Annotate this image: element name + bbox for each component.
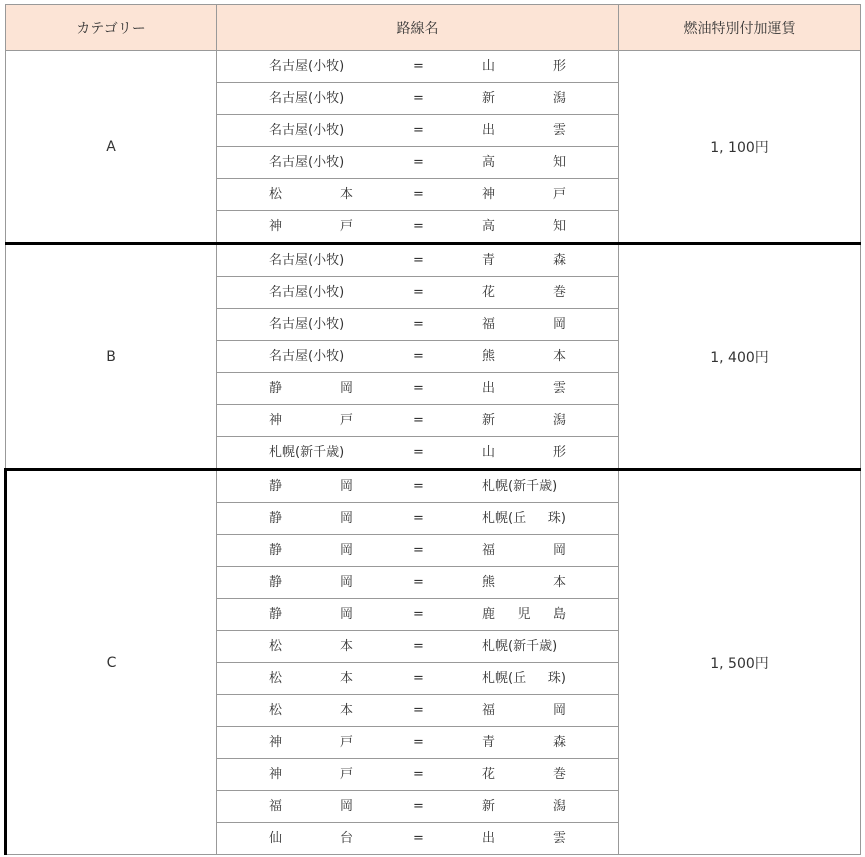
route-destination-text: 島 [552,607,566,622]
route-destination [482,567,566,598]
route-destination-text: 花 [482,767,496,782]
route-destination-text: 岡 [552,543,566,558]
route-origin [269,373,353,404]
fare-table-container [4,4,859,855]
category-group-b [6,244,861,470]
route-origin-text: 岡 [339,799,353,814]
route-cell [217,535,619,567]
route-separator: = [413,445,424,460]
category-group-a [6,51,861,244]
route-origin-text: 岡 [339,543,353,558]
route-origin [269,83,353,114]
route-origin-text: 静 [269,381,283,396]
route-destination [482,309,566,340]
route-destination [482,115,566,146]
route-origin [269,405,353,436]
route-destination [482,631,566,662]
route-destination-text: 福 [482,317,496,332]
route-origin [269,631,353,662]
route-origin [269,695,353,726]
route-separator: = [413,317,424,332]
route-cell [217,727,619,759]
route-destination [482,373,566,404]
route-origin-text: 岡 [339,607,353,622]
route-destination [482,437,566,468]
surcharge-cell: 1, 400円 [619,244,861,470]
route-separator: = [413,543,424,558]
table-row [6,51,861,83]
route-destination-text: 児 [517,607,531,622]
route-destination [482,51,566,82]
header-category: カテゴリー [6,5,217,51]
route-separator: = [413,671,424,686]
category-cell: B [6,244,217,470]
route-cell [217,373,619,405]
route-separator: = [413,413,424,428]
route-origin-text: 松 [269,187,283,202]
route-destination-text: 高 [482,155,496,170]
route-destination-text: 形 [552,59,566,74]
route-origin-text: 本 [339,671,353,686]
route-cell [217,211,619,244]
route-destination-text: 青 [482,253,496,268]
route-separator: = [413,219,424,234]
route-separator: = [413,381,424,396]
route-origin [269,663,353,694]
route-origin-text: 名古屋(小牧) [269,285,345,300]
route-origin-text: 名古屋(小牧) [269,253,345,268]
route-destination [482,599,566,630]
route-origin-text: 岡 [339,479,353,494]
header-surcharge: 燃油特別付加運賃 [619,5,861,51]
route-destination-text: 熊 [482,349,496,364]
route-origin [269,245,353,276]
route-separator: = [413,799,424,814]
route-origin [269,503,353,534]
route-destination-text: 雲 [552,123,566,138]
route-separator: = [413,479,424,494]
route-destination-text: 知 [552,219,566,234]
route-destination-text: 神 [482,187,496,202]
route-cell [217,503,619,535]
route-origin-text: 神 [269,767,283,782]
route-origin [269,727,353,758]
category-cell: A [6,51,217,244]
surcharge-cell: 1, 100円 [619,51,861,244]
route-cell [217,437,619,470]
route-destination-text: 新 [482,413,496,428]
route-separator: = [413,123,424,138]
route-origin-text: 台 [339,831,353,846]
route-destination [482,405,566,436]
route-origin-text: 本 [339,703,353,718]
route-destination-text: 札幌(新千歳) [482,639,558,654]
route-destination-text: 岡 [552,703,566,718]
route-destination-text: 森 [552,253,566,268]
route-destination [482,471,566,502]
route-origin-text: 静 [269,607,283,622]
route-destination-text: 潟 [552,413,566,428]
route-destination [482,211,566,242]
route-destination-text: 熊 [482,575,496,590]
route-origin-text: 神 [269,735,283,750]
route-destination-text: 本 [552,575,566,590]
route-origin-text: 福 [269,799,283,814]
route-destination [482,277,566,308]
route-separator: = [413,285,424,300]
route-destination-text: 出 [482,123,496,138]
route-destination-text: 新 [482,799,496,814]
route-separator: = [413,253,424,268]
route-destination [482,179,566,210]
route-destination-text: 本 [552,349,566,364]
route-separator: = [413,511,424,526]
route-origin-text: 名古屋(小牧) [269,59,345,74]
route-destination [482,695,566,726]
route-separator: = [413,155,424,170]
route-separator: = [413,349,424,364]
route-cell [217,791,619,823]
route-destination-text: 出 [482,381,496,396]
route-destination-text: 珠) [547,671,566,686]
route-destination [482,823,566,854]
route-destination-text: 福 [482,703,496,718]
route-origin-text: 本 [339,639,353,654]
route-separator: = [413,831,424,846]
route-separator: = [413,187,424,202]
route-origin [269,791,353,822]
route-origin-text: 松 [269,703,283,718]
route-destination-text: 福 [482,543,496,558]
surcharge-cell: 1, 500円 [619,470,861,855]
route-cell [217,823,619,855]
route-cell [217,83,619,115]
route-cell [217,470,619,503]
route-destination-text: 雲 [552,831,566,846]
route-destination [482,535,566,566]
route-destination-text: 潟 [552,799,566,814]
route-origin [269,147,353,178]
route-origin [269,179,353,210]
route-destination-text: 知 [552,155,566,170]
route-separator: = [413,735,424,750]
route-separator: = [413,575,424,590]
route-origin-text: 札幌(新千歳) [269,445,345,460]
route-destination-text: 巻 [552,767,566,782]
table-row [6,244,861,277]
route-origin [269,471,353,502]
route-separator: = [413,767,424,782]
route-destination [482,759,566,790]
route-destination-text: 鹿 [482,607,496,622]
route-origin-text: 静 [269,575,283,590]
route-origin-text: 仙 [269,831,283,846]
route-origin [269,823,353,854]
route-destination-text: 花 [482,285,496,300]
route-destination [482,503,566,534]
route-origin [269,535,353,566]
route-cell [217,631,619,663]
route-destination-text: 岡 [552,317,566,332]
route-origin-text: 松 [269,639,283,654]
route-origin-text: 松 [269,671,283,686]
route-cell [217,663,619,695]
route-cell [217,179,619,211]
route-origin [269,309,353,340]
route-destination-text: 形 [552,445,566,460]
route-cell [217,115,619,147]
route-destination-text: 青 [482,735,496,750]
route-destination-text: 戸 [552,187,566,202]
route-cell [217,147,619,179]
route-destination-text: 札幌(丘 [482,671,527,686]
route-destination-text: 出 [482,831,496,846]
route-destination [482,341,566,372]
route-destination [482,727,566,758]
route-destination-text: 山 [482,59,496,74]
route-origin-text: 名古屋(小牧) [269,317,345,332]
route-destination-text: 森 [552,735,566,750]
route-origin-text: 名古屋(小牧) [269,91,345,106]
route-origin [269,51,353,82]
header-row [6,5,861,51]
route-separator: = [413,703,424,718]
route-cell [217,51,619,83]
route-origin [269,115,353,146]
route-destination-text: 札幌(丘 [482,511,527,526]
table-row [6,470,861,503]
route-separator: = [413,639,424,654]
route-cell [217,599,619,631]
route-origin-text: 名古屋(小牧) [269,155,345,170]
route-destination-text: 山 [482,445,496,460]
category-group-c [6,470,861,855]
route-separator: = [413,91,424,106]
route-separator: = [413,59,424,74]
route-cell [217,341,619,373]
route-origin [269,437,353,468]
route-origin-text: 静 [269,543,283,558]
route-origin-text: 本 [339,187,353,202]
route-destination-text: 新 [482,91,496,106]
route-origin-text: 岡 [339,381,353,396]
route-origin [269,341,353,372]
route-destination-text: 潟 [552,91,566,106]
route-origin-text: 戸 [339,219,353,234]
route-destination-text: 高 [482,219,496,234]
route-origin-text: 岡 [339,575,353,590]
route-cell [217,695,619,727]
route-separator: = [413,607,424,622]
route-origin-text: 戸 [339,735,353,750]
route-origin [269,599,353,630]
route-origin [269,759,353,790]
route-cell [217,277,619,309]
route-origin-text: 戸 [339,413,353,428]
route-cell [217,309,619,341]
route-cell [217,759,619,791]
route-origin [269,211,353,242]
route-origin-text: 神 [269,219,283,234]
route-destination-text: 雲 [552,381,566,396]
route-destination [482,245,566,276]
route-destination-text: 巻 [552,285,566,300]
route-origin-text: 静 [269,479,283,494]
route-destination-text: 札幌(新千歳) [482,479,558,494]
route-origin-text: 戸 [339,767,353,782]
route-cell [217,567,619,599]
route-destination [482,663,566,694]
route-origin-text: 名古屋(小牧) [269,123,345,138]
category-cell: C [6,470,217,855]
route-origin-text: 岡 [339,511,353,526]
route-origin [269,567,353,598]
route-destination-text: 珠) [547,511,566,526]
route-cell [217,244,619,277]
route-destination [482,791,566,822]
route-cell [217,405,619,437]
route-origin [269,277,353,308]
header-route-name: 路線名 [217,5,619,51]
route-origin-text: 名古屋(小牧) [269,349,345,364]
route-origin-text: 神 [269,413,283,428]
fuel-surcharge-table [4,4,861,855]
route-destination [482,83,566,114]
route-origin-text: 静 [269,511,283,526]
route-destination [482,147,566,178]
